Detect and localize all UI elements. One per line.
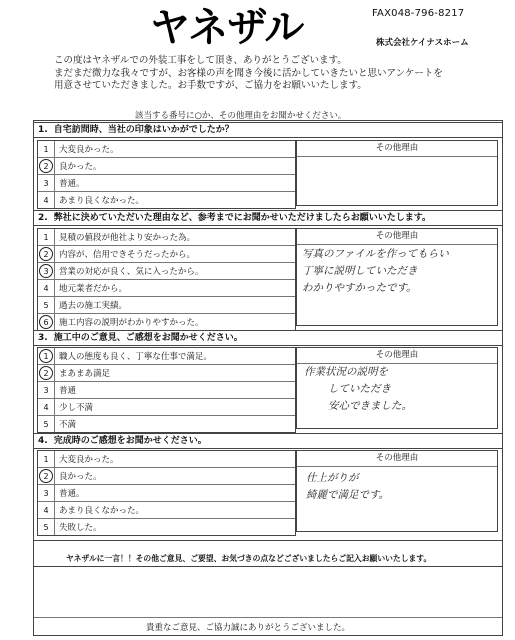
section-3-options bbox=[37, 347, 296, 433]
option-number-circled: 2 bbox=[38, 365, 55, 381]
section-3-header bbox=[34, 330, 502, 346]
handwritten-line: 仕上がりが bbox=[306, 472, 359, 484]
option-text: 失敗した。 bbox=[59, 523, 102, 533]
section-title: 完成時のご感想をお聞かせください。 bbox=[53, 436, 207, 446]
option-number: 5 bbox=[38, 416, 55, 432]
option-number: 4 bbox=[38, 192, 55, 208]
option-text: 施工内容の説明がわかりやすかった。 bbox=[59, 318, 204, 328]
option-text: 内容が、信用できそうだったから。 bbox=[59, 250, 196, 260]
intro-line: この度はヤネザルでの外装工事をして頂き、ありがとうございます。 bbox=[54, 55, 347, 66]
reason-label: その他理由 bbox=[297, 348, 497, 364]
option-row[interactable] bbox=[38, 263, 295, 280]
option-number: 4 bbox=[38, 280, 55, 296]
section-4-header bbox=[34, 433, 502, 449]
section-2-options bbox=[37, 228, 296, 331]
reason-label: その他理由 bbox=[297, 229, 497, 245]
option-number: 5 bbox=[38, 297, 55, 313]
option-text: 普通 bbox=[59, 386, 77, 396]
section-number: 1. bbox=[38, 125, 48, 135]
option-number: 1 bbox=[38, 451, 55, 467]
handwritten-comment bbox=[306, 470, 389, 504]
option-text: まあまあ満足 bbox=[59, 369, 111, 379]
section-title: 自宅訪問時、当社の印象はいかがでしたか？ bbox=[53, 125, 234, 135]
handwritten-line: していただき bbox=[328, 383, 391, 395]
handwritten-comment bbox=[304, 364, 412, 415]
option-number-circled: 3 bbox=[38, 263, 55, 279]
reason-label: その他理由 bbox=[297, 141, 497, 157]
option-text: あまり良くなかった。 bbox=[59, 506, 145, 516]
option-number: 1 bbox=[38, 229, 55, 245]
company-logo: ヤネザル bbox=[150, 5, 304, 51]
handwritten-line: 丁寧に説明していただき bbox=[302, 265, 418, 277]
section-1-reason[interactable] bbox=[296, 140, 498, 206]
handwritten-line: 安心できました。 bbox=[328, 400, 412, 412]
option-text: 地元業者だから。 bbox=[59, 284, 128, 294]
option-row[interactable] bbox=[38, 229, 295, 246]
option-number: 3 bbox=[38, 485, 55, 501]
option-text: 普通。 bbox=[59, 489, 85, 499]
option-text: 不満 bbox=[59, 420, 77, 430]
company-name: 株式会社ケイナスホーム bbox=[376, 38, 469, 48]
option-number: 5 bbox=[38, 519, 55, 535]
option-row[interactable] bbox=[38, 502, 295, 519]
divider bbox=[34, 540, 502, 541]
option-row[interactable] bbox=[38, 416, 295, 432]
option-row[interactable] bbox=[38, 246, 295, 263]
fax-number: FAX048-796-8217 bbox=[372, 8, 465, 19]
intro-line: 用意させていただきました。お手数ですが、ご協力をお願いいたします。 bbox=[54, 80, 367, 91]
option-number-circled: 1 bbox=[38, 348, 55, 364]
divider bbox=[34, 566, 502, 567]
option-row[interactable] bbox=[38, 519, 295, 535]
option-text: 見積の値段が他社より安かった為。 bbox=[59, 233, 196, 243]
option-number-circled: 2 bbox=[38, 158, 55, 174]
option-number-circled: 2 bbox=[38, 468, 55, 484]
section-number: 3. bbox=[38, 333, 48, 343]
option-text: 過去の施工実績。 bbox=[59, 301, 128, 311]
intro-line: まだまだ微力な我々ですが、お客様の声を聞き今後に活かしていきたいと思いアンケートを bbox=[54, 67, 443, 79]
option-row[interactable] bbox=[38, 468, 295, 485]
option-number: 4 bbox=[38, 399, 55, 415]
option-text: 普通。 bbox=[59, 179, 85, 189]
intro-text bbox=[54, 55, 443, 93]
handwritten-line: わかりやすかったです。 bbox=[302, 282, 417, 294]
option-row[interactable] bbox=[38, 175, 295, 192]
option-number: 3 bbox=[38, 382, 55, 398]
section-title: 施工中のご意見、ご感想をお聞かせください。 bbox=[53, 333, 243, 343]
option-text: 良かった。 bbox=[59, 162, 102, 172]
section-1-header bbox=[34, 122, 502, 138]
section-number: 4. bbox=[38, 436, 48, 446]
option-text: 大変良かった。 bbox=[59, 455, 119, 465]
section-4-options bbox=[37, 450, 296, 536]
section-2-header bbox=[34, 210, 502, 226]
reason-label: その他理由 bbox=[297, 451, 497, 467]
option-number-circled: 2 bbox=[38, 246, 55, 262]
option-text: 営業の対応が良く、気に入ったから。 bbox=[59, 267, 204, 277]
option-number: 3 bbox=[38, 175, 55, 191]
thanks-message: 貴重なご意見、ご協力誠にありがとうございました。 bbox=[146, 623, 351, 633]
handwritten-line: 綺麗で満足です。 bbox=[306, 489, 390, 501]
option-row[interactable] bbox=[38, 314, 295, 330]
handwritten-line: 写真のファイルを作ってもらい bbox=[302, 248, 449, 260]
option-row[interactable] bbox=[38, 158, 295, 175]
option-row[interactable] bbox=[38, 399, 295, 416]
option-text: あまり良くなかった。 bbox=[59, 196, 145, 206]
option-row[interactable] bbox=[38, 280, 295, 297]
option-row[interactable] bbox=[38, 348, 295, 365]
option-number-circled: 6 bbox=[38, 314, 55, 330]
option-row[interactable] bbox=[38, 141, 295, 158]
instruction-text: 該当する番号に○か、その他理由をお聞かせください。 bbox=[135, 111, 347, 121]
handwritten-comment bbox=[302, 246, 449, 297]
option-row[interactable] bbox=[38, 451, 295, 468]
section-number: 2. bbox=[38, 213, 48, 223]
final-comment-prompt: ヤネザルに一言！！その他ご意見、ご要望、お気づきの点などございましたらご記入お願いいたします。 bbox=[66, 554, 432, 563]
divider bbox=[34, 617, 502, 618]
option-text: 良かった。 bbox=[59, 472, 102, 482]
option-row[interactable] bbox=[38, 382, 295, 399]
option-row[interactable] bbox=[38, 192, 295, 208]
option-text: 大変良かった。 bbox=[59, 145, 119, 155]
option-row[interactable] bbox=[38, 485, 295, 502]
option-text: 職人の態度も良く、丁寧な仕事で満足。 bbox=[59, 352, 212, 362]
option-row[interactable] bbox=[38, 297, 295, 314]
option-text: 少し不満 bbox=[59, 403, 94, 413]
option-row[interactable] bbox=[38, 365, 295, 382]
option-number: 1 bbox=[38, 141, 55, 157]
handwritten-line: 作業状況の説明を bbox=[304, 366, 388, 378]
section-title: 弊社に決めていただいた理由など、参考までにお聞かせいただけましたらお願いいたします。 bbox=[53, 213, 431, 223]
section-1-options bbox=[37, 140, 296, 209]
option-number: 4 bbox=[38, 502, 55, 518]
